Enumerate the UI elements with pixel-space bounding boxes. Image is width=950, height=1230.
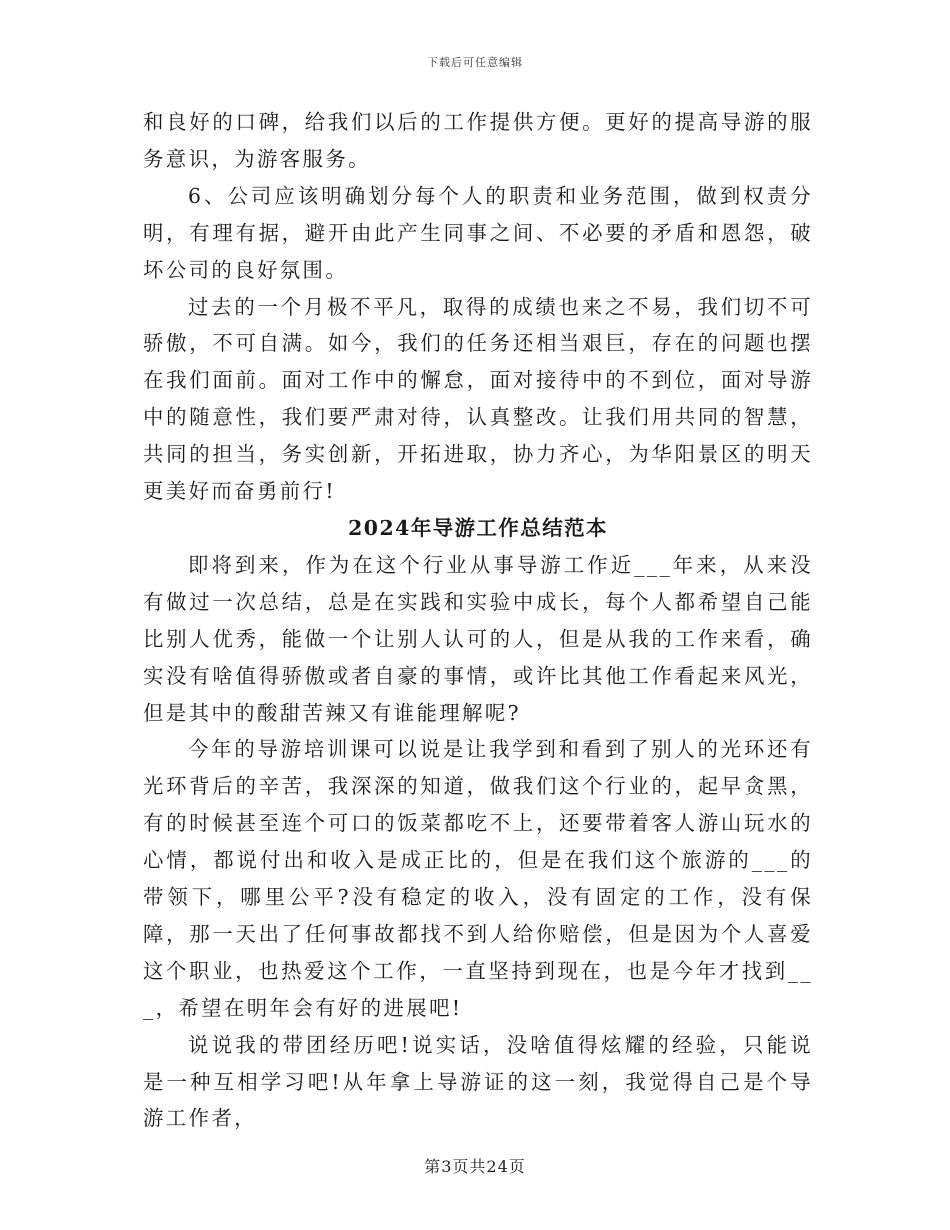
page-number: 第3页共24页 <box>424 1157 526 1176</box>
paragraph-intro: 即将到来，作为在这个行业从事导游工作近___年来，从来没有做过一次总结，总是在实践和实验中成长，每个人都希望自己能比别人优秀，能做一个让别人认可的人，但是从我的工作来看，确实没有啥值得骄傲或者自豪的事情，或许比其他工作看起来风光，但是其中的酸甜苦辣又有谁能理解呢? <box>143 552 813 725</box>
paragraph-item-6: 6、公司应该明确划分每个人的职责和业务范围，做到权责分明，有理有据，避开由此产生同事之间、不必要的矛盾和恩怨，破坏公司的良好氛围。 <box>143 183 813 282</box>
paragraph-training: 今年的导游培训课可以说是让我学到和看到了别人的光环还有光环背后的辛苦，我深深的知道，做我们这个行业的，起早贪黑，有的时候甚至连个可口的饭菜都吃不上，还要带着客人游山玩水的心情，都说付出和收入是成正比的，但是在我们这个旅游的___的带领下，哪里公平?没有稳定的收入，没有固定的工作，没有保障，那一天出了任何事故都找不到人给你赔偿，但是因为个人喜爱这个职业，也热爱这个工作，一直坚持到现在，也是今年才找到___，希望在明年会有好的进展吧! <box>143 737 813 1020</box>
paragraph-continuation: 和良好的口碑，给我们以后的工作提供方便。更好的提高导游的服务意识，为游客服务。 <box>143 110 813 171</box>
document-body <box>143 104 813 1137</box>
section-title: 2024年导游工作总结范本 <box>348 515 608 540</box>
paragraph-conclusion: 过去的一个月极不平凡，取得的成绩也来之不易，我们切不可骄傲，不可自满。如今，我们的任务还相当艰巨，存在的问题也摆在我们面前。面对工作中的懈怠，面对接待中的不到位，面对导游中的随意性，我们要严肃对待，认真整改。让我们用共同的智慧，共同的担当，务实创新，开拓进取，协力齐心，为华阳景区的明天更美好而奋勇前行! <box>143 294 813 504</box>
paragraph-experience: 说说我的带团经历吧!说实话，没啥值得炫耀的经验，只能说是一种互相学习吧!从年拿上导游证的这一刻，我觉得自己是个导游工作者， <box>143 1032 813 1131</box>
header-note: 下载后可任意编辑 <box>427 56 523 69</box>
